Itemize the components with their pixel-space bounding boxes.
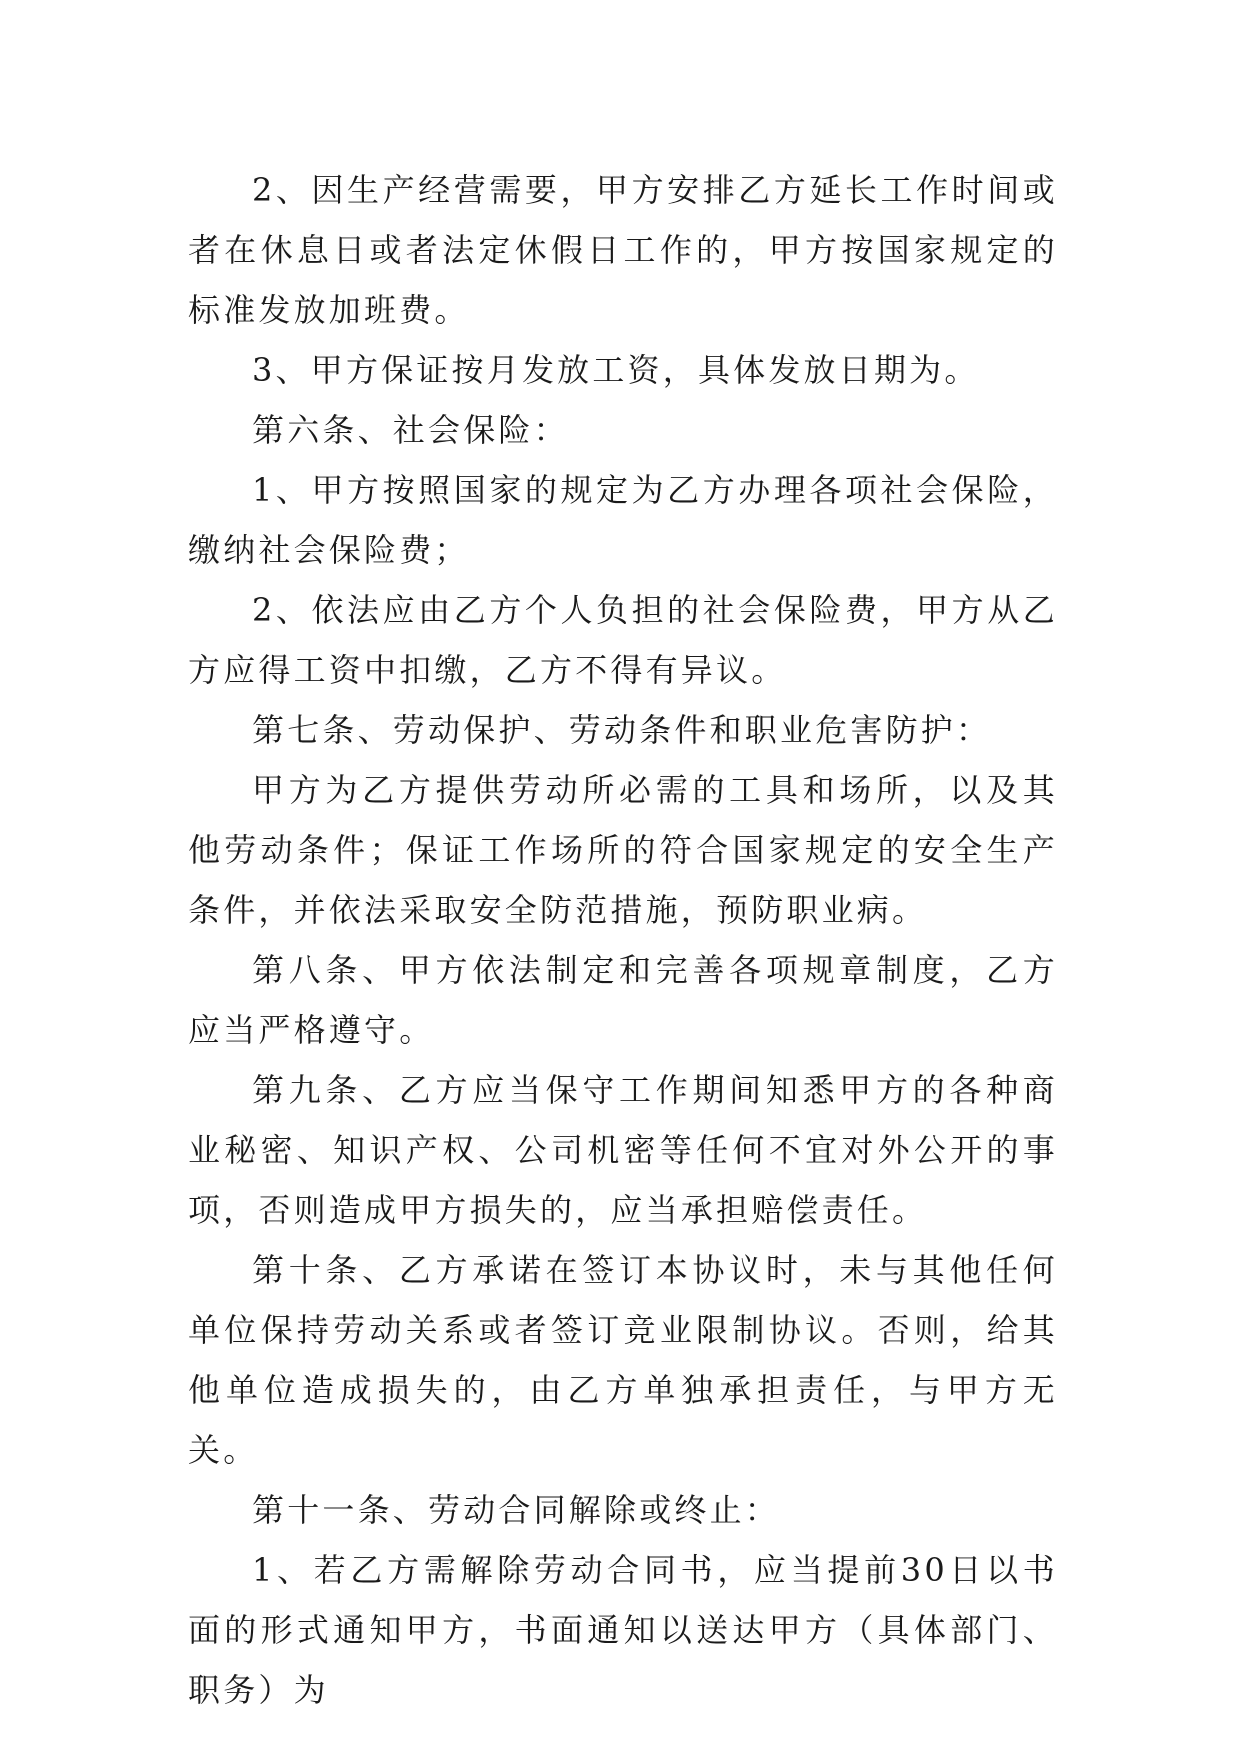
paragraph-overtime-pay: 2、因生产经营需要，甲方安排乙方延长工作时间或者在休息日或者法定休假日工作的，甲方按国家规定的标准发放加班费。 [188,171,1058,329]
paragraph-article-9: 第九条、乙方应当保守工作期间知悉甲方的各种商业秘密、知识产权、公司机密等任何不宜对外公开的事项，否则造成甲方损失的，应当承担赔偿责任。 [188,1071,1058,1229]
paragraph-salary-date: 3、甲方保证按月发放工资，具体发放日期为。 [252,351,980,389]
heading-article-7: 第七条、劳动保护、劳动条件和职业危害防护： [252,711,992,749]
paragraph-social-insurance-2: 2、依法应由乙方个人负担的社会保险费，甲方从乙方应得工资中扣缴，乙方不得有异议。 [188,591,1058,689]
heading-article-11: 第十一条、劳动合同解除或终止： [252,1491,781,1529]
paragraph-article-10: 第十条、乙方承诺在签订本协议时，未与其他任何单位保持劳动关系或者签订竞业限制协议。否则，给其他单位造成损失的，由乙方单独承担责任，与甲方无关。 [188,1251,1058,1469]
paragraph-labor-protection: 甲方为乙方提供劳动所必需的工具和场所，以及其他劳动条件；保证工作场所的符合国家规定的安全生产条件，并依法采取安全防范措施，预防职业病。 [188,771,1058,929]
heading-article-6: 第六条、社会保险： [252,411,569,449]
paragraph-social-insurance-1: 1、甲方按照国家的规定为乙方办理各项社会保险，缴纳社会保险费； [188,471,1058,569]
paragraph-termination-1: 1、若乙方需解除劳动合同书，应当提前30日以书面的形式通知甲方，书面通知以送达甲方（具体部门、职务）为 [188,1551,1058,1709]
document-body [188,160,1058,1720]
paragraph-article-8: 第八条、甲方依法制定和完善各项规章制度，乙方应当严格遵守。 [188,951,1058,1049]
